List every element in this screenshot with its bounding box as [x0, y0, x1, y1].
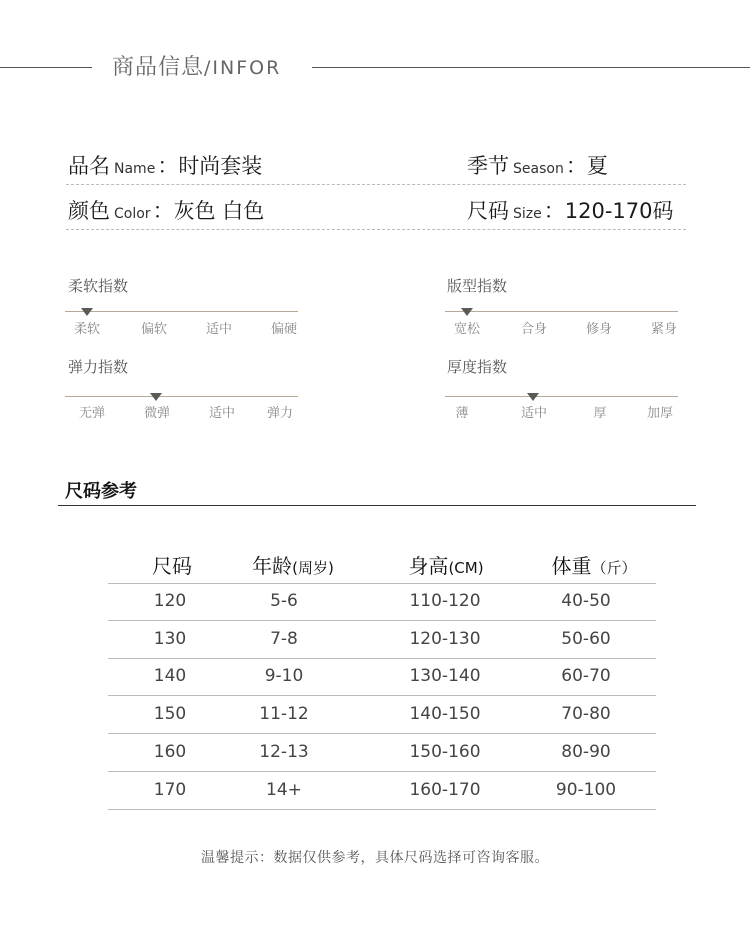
elasticity-index-marker [150, 393, 162, 401]
table-cell: 150-160 [409, 741, 481, 762]
softness-index-marker [81, 308, 93, 316]
fit-index-label: 宽松 [453, 322, 481, 337]
table-cell: 130-140 [409, 666, 481, 687]
label-cn: 尺码 [467, 199, 509, 223]
col-header-size [152, 550, 192, 579]
thickness-index-label: 加厚 [646, 406, 674, 421]
label-en: Size [513, 206, 542, 222]
softness-index-title: 柔软指数 [68, 277, 129, 295]
section-title-en: /INFOR [204, 57, 282, 79]
table-cell: 60-70 [561, 666, 611, 687]
softness-index-label: 柔软 [73, 322, 101, 337]
col-header-height [408, 550, 483, 579]
col-header-weight [551, 550, 636, 579]
fit-index-label: 紧身 [650, 322, 678, 337]
table-cell: 170 [153, 779, 187, 800]
elasticity-index-title: 弹力指数 [68, 358, 129, 376]
separator: ： [157, 154, 179, 178]
elasticity-index-label: 弹力 [266, 406, 294, 421]
table-cell: 140 [153, 666, 187, 687]
label-en: Color [114, 206, 151, 222]
info-divider-2 [66, 229, 686, 230]
header-rule-left [0, 67, 92, 68]
table-row-rule [108, 809, 656, 810]
header-rule-right [312, 67, 750, 68]
label-en: Name [114, 161, 156, 177]
table-cell: 50-60 [561, 628, 611, 649]
fit-index-label: 修身 [585, 322, 613, 337]
value: 灰色 白色 [173, 199, 265, 223]
separator: ： [543, 199, 565, 223]
table-cell: 14+ [266, 779, 302, 800]
table-cell: 7-8 [270, 628, 298, 649]
table-cell: 120 [153, 591, 187, 611]
value: 夏 [586, 154, 608, 178]
table-row-rule [108, 771, 656, 772]
label-en: Season [513, 161, 564, 177]
thickness-index-marker [527, 393, 539, 401]
fit-index-scale [445, 311, 678, 312]
thickness-index-scale [445, 396, 678, 397]
info-divider-1 [66, 184, 686, 185]
separator: ： [565, 154, 587, 178]
size-reference-title: 尺码参考 [65, 481, 137, 502]
table-cell: 110-120 [409, 591, 481, 611]
table-cell: 160-170 [409, 779, 481, 800]
table-row-rule [108, 695, 656, 696]
col-header-height-text: 身高 [408, 554, 449, 578]
label-cn: 颜色 [68, 199, 110, 223]
table-cell: 40-50 [561, 591, 611, 611]
elasticity-index-label: 微弹 [143, 406, 171, 421]
col-header-age-unit: (周岁) [292, 559, 334, 577]
label-cn: 品名 [68, 154, 110, 178]
size-reference-rule [58, 505, 696, 506]
section-title-cn: 商品信息 [112, 55, 205, 80]
table-cell: 130 [153, 628, 187, 649]
table-cell: 150 [153, 704, 187, 725]
product-color [68, 195, 264, 225]
value: 120-170码 [564, 199, 674, 223]
col-header-age [252, 550, 334, 579]
section-title [112, 50, 281, 81]
fit-index-marker [461, 308, 473, 316]
softness-index-scale [65, 311, 298, 312]
table-cell: 12-13 [259, 741, 309, 762]
col-header-size-text: 尺码 [152, 554, 192, 578]
table-cell: 140-150 [409, 704, 481, 725]
thickness-index-label: 厚 [593, 406, 607, 421]
table-cell: 70-80 [561, 704, 611, 725]
elasticity-index-scale [65, 396, 298, 397]
col-header-weight-text: 体重 [551, 554, 592, 578]
table-row-rule [108, 733, 656, 734]
thickness-index-label: 适中 [520, 406, 548, 421]
thickness-index-label: 薄 [455, 406, 469, 421]
col-header-weight-unit: （斤） [591, 559, 637, 577]
separator: ： [152, 199, 174, 223]
fit-index-title: 版型指数 [447, 277, 508, 295]
label-cn: 季节 [467, 154, 509, 178]
table-cell: 120-130 [409, 628, 481, 649]
table-row-rule [108, 658, 656, 659]
value: 时尚套装 [178, 154, 263, 178]
softness-index-label: 偏软 [140, 322, 168, 337]
softness-index-label: 适中 [205, 322, 233, 337]
col-header-age-text: 年龄 [252, 554, 293, 578]
table-row-rule [108, 620, 656, 621]
softness-index-label: 偏硬 [270, 322, 298, 337]
col-header-height-unit: (CM) [448, 559, 484, 577]
product-size [467, 195, 674, 225]
tip-note: 温馨提示：数据仅供参考，具体尺码选择可咨询客服。 [201, 850, 549, 866]
table-cell: 80-90 [561, 741, 611, 762]
table-cell: 90-100 [555, 779, 617, 800]
fit-index-label: 合身 [520, 322, 548, 337]
thickness-index-title: 厚度指数 [447, 358, 508, 376]
table-cell: 160 [153, 741, 187, 762]
table-cell: 9-10 [264, 666, 304, 687]
table-header-rule [108, 583, 656, 584]
product-name [68, 150, 262, 180]
elasticity-index-label: 适中 [208, 406, 236, 421]
table-cell: 5-6 [270, 591, 298, 611]
elasticity-index-label: 无弹 [78, 406, 106, 421]
table-cell: 11-12 [259, 704, 309, 725]
product-season [467, 150, 608, 180]
